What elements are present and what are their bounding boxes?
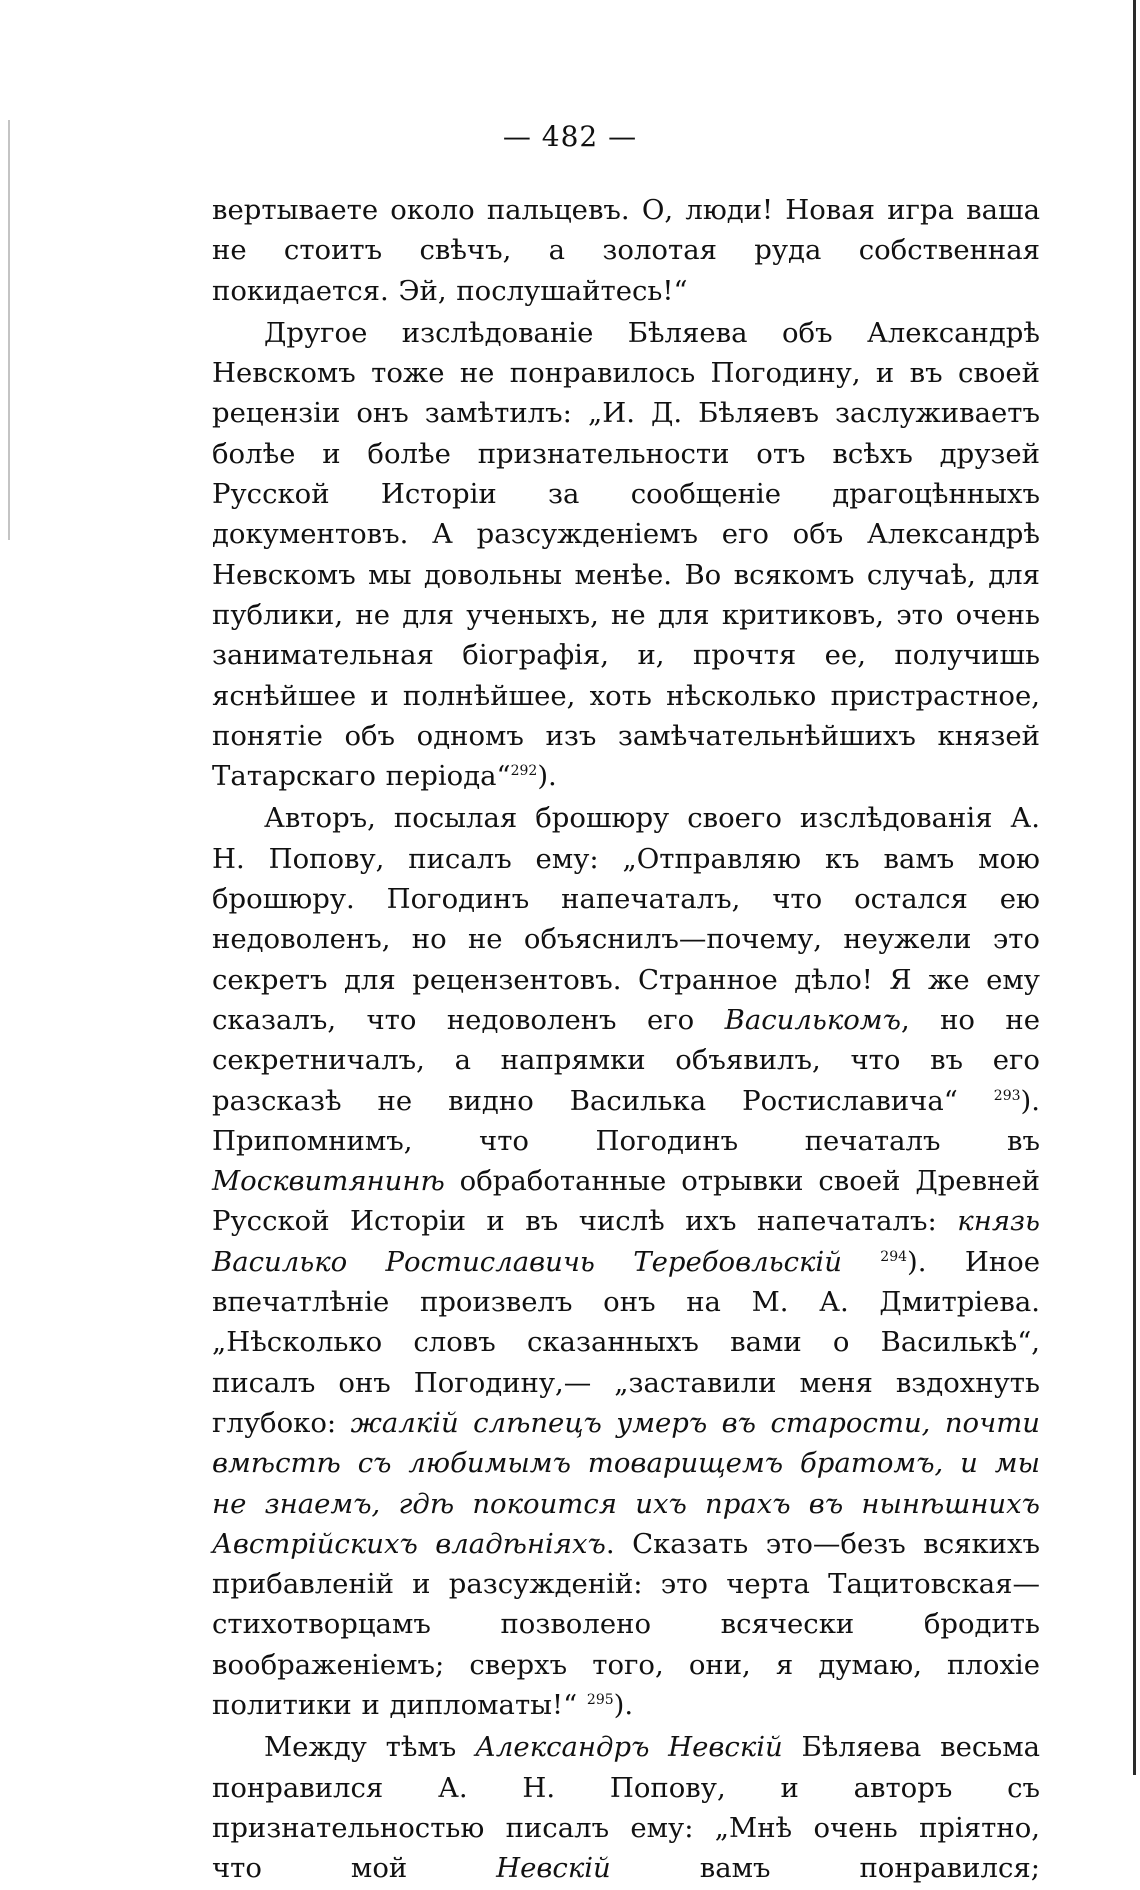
paragraph-3-text-d: обработанные отрывки своей Древней Русской Исторіи и въ числѣ ихъ напечаталъ: [212, 1165, 1040, 1238]
paragraph-2 [212, 313, 1040, 797]
paragraph-2-end: ). [537, 760, 557, 793]
footnote-ref-294[interactable]: 294 [880, 1248, 908, 1265]
page-edge-line [1133, 0, 1136, 1775]
paragraph-3-text-c: ). Припомнимъ, что Погодинъ печаталъ въ [212, 1084, 1040, 1157]
footnote-ref-295[interactable]: 295 [586, 1691, 614, 1708]
paragraph-3-end: ). [613, 1688, 634, 1721]
paragraph-4-text-b: Бѣляева весьма понравился А. Н. Попову, и авторъ съ признательностью писалъ ему: „Мнѣ очень пріятно, что мой [212, 1731, 1041, 1885]
paragraph-4-italic-nevsky: Невскій [496, 1852, 611, 1885]
paragraph-3-text-b: , но не секретничалъ, а напрямки объявилъ, что въ его разсказѣ не видно Василька Ростиславича“ [212, 1003, 1040, 1117]
paragraph-3-text-f: . Сказать это—безъ всякихъ прибавленій и разсужденій: это черта Тацитовская—стихотворцамъ позволено всячески бродить воображеніемъ; сверхъ того, они, я думаю, плохіе политики и дипломаты!“ [212, 1527, 1040, 1721]
paragraph-3-text-e: ). Иное впечатлѣніе произвелъ онъ на М. А. Дмитріева. „Нѣсколько словъ сказанныхъ вами о Василькѣ“, писалъ онъ Погодину,— „заставили меня вздохнуть глубоко: [212, 1245, 1041, 1439]
paragraph-4-text-a: Между тѣмъ [264, 1731, 476, 1764]
footnote-ref-293[interactable]: 293 [993, 1087, 1021, 1104]
paragraph-3-text-a: Авторъ, посылая брошюру своего изслѣдованія А. Н. Попову, писалъ ему: „Отправляю къ вамъ мою брошюру. Погодинъ напечаталъ, что остался ею недоволенъ, но не объяснилъ—почему, неужели это секретъ для рецензентовъ. Странное дѣло! Я же ему сказалъ, что недоволенъ его [212, 802, 1040, 1036]
paragraph-4 [212, 1727, 1040, 1888]
paragraph-1: вертываете около пальцевъ. О, люди! Новая игра ваша не стоитъ свѣчъ, а золотая руда собственная покидается. Эй, послушайтесь!“ [212, 194, 1040, 307]
paragraph-3-space [842, 1246, 880, 1278]
page-number: — 482 — [502, 120, 638, 153]
body-text [212, 190, 1040, 1890]
paragraph-3-italic-quote: жалкій слѣпецъ умеръ въ старости, почти вмѣстѣ съ любимымъ товарищемъ братомъ, и мы не знаемъ, гдѣ покоится ихъ прахъ въ нынѣшнихъ Австрійскихъ владѣніяхъ [212, 1406, 1041, 1560]
paragraph-3 [212, 798, 1040, 1725]
page-edge-shadow [8, 120, 10, 540]
paragraph-4-italic-nevsky-title: Александръ Невскій [475, 1731, 783, 1764]
paragraph-3-italic-title: князь Василько Ростиславичь Теребовльскій [212, 1205, 1040, 1278]
footnote-ref-292[interactable]: 292 [510, 763, 538, 779]
paragraph-2-text: Другое изслѣдованіе Бѣляева объ Александрѣ Невскомъ тоже не понравилось Погодину, и въ своей рецензіи онъ замѣтилъ: „И. Д. Бѣляевъ заслуживаетъ болѣе и болѣе признательности отъ всѣхъ друзей Русской Исторіи за сообщеніе драгоцѣнныхъ документовъ. А разсужденіемъ его объ Александрѣ Невскомъ мы довольны менѣе. Во всякомъ случаѣ, для публики, не для ученыхъ, не для критиковъ, это очень занимательная біографія, и, прочтя ее, получишь яснѣйшее и полнѣйшее, хоть нѣсколько пристрастное, понятіе объ одномъ изъ замѣчательнѣйшихъ князей Татарскаго періода“ [212, 316, 1040, 793]
paragraph-4-text-c: вамъ понравился; [610, 1852, 1040, 1885]
paragraph-3-italic-vasilkom: Василькомъ [724, 1003, 901, 1036]
paragraph-3-italic-moskvityanin: Москвитянинѣ [212, 1165, 445, 1198]
